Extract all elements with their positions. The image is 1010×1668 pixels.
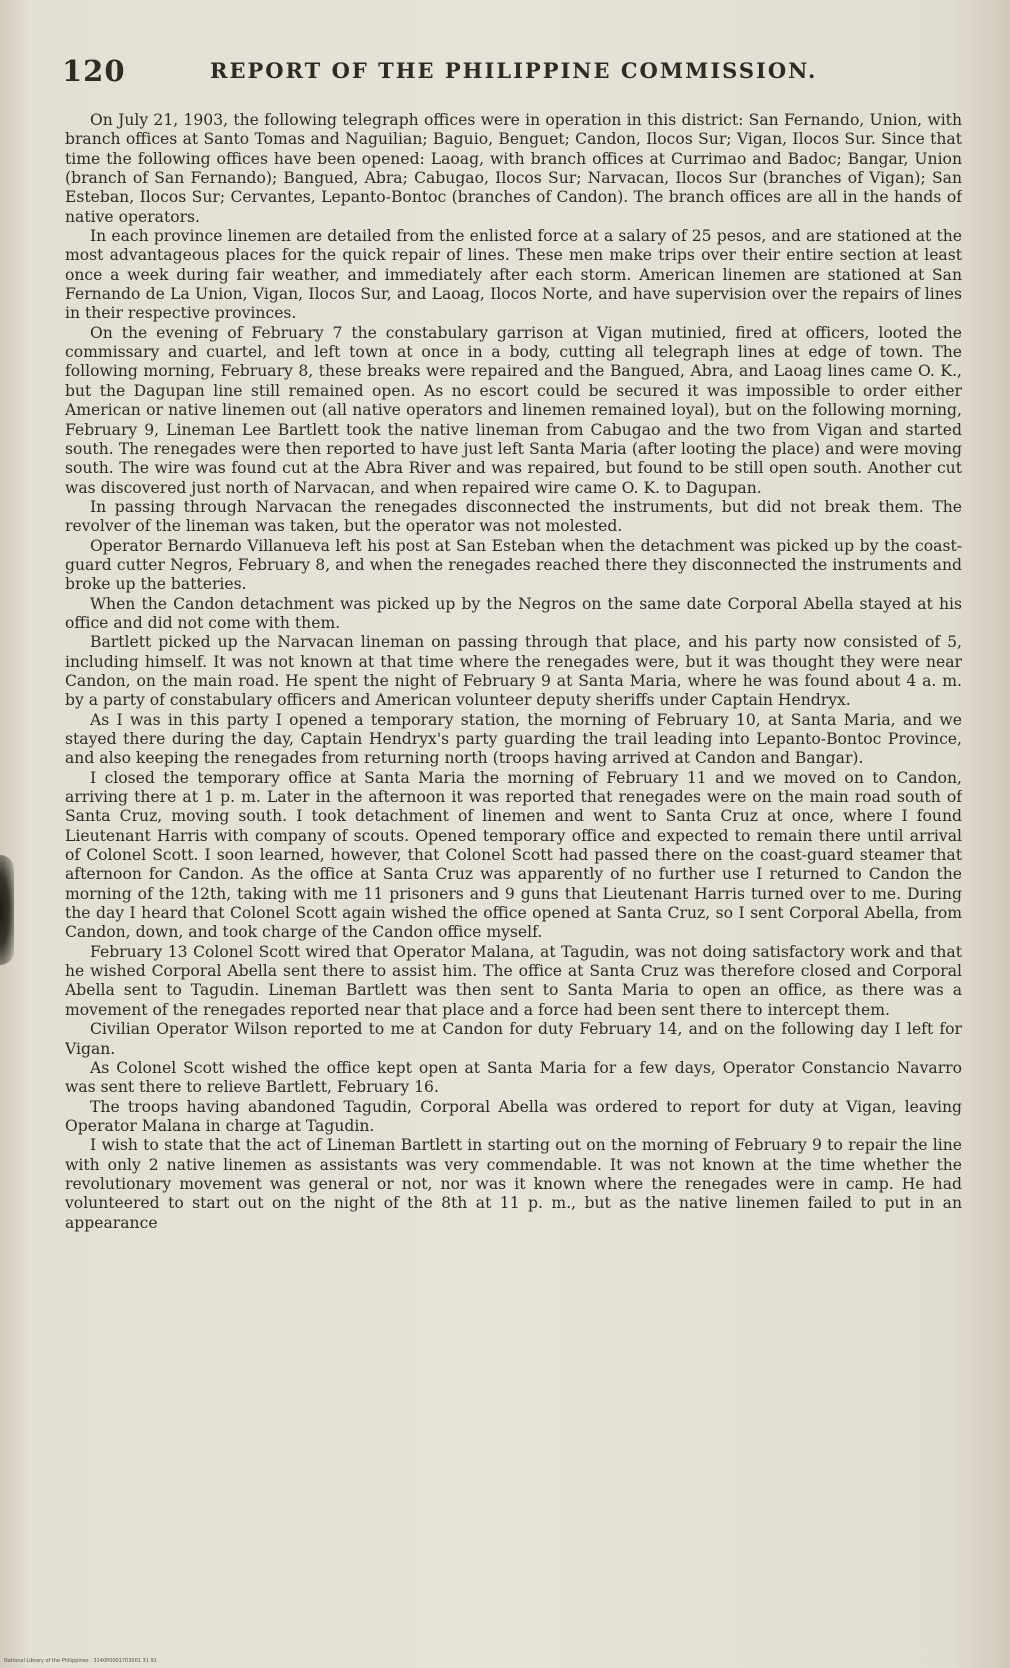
running-head: REPORT OF THE PHILIPPINE COMMISSION. (210, 58, 818, 83)
binding-shadow (0, 855, 14, 965)
paragraph: I wish to state that the act of Lineman Bartlett in starting out on the morning of February 9 to repair the line with only 2 native linemen as assistants was very commendable. It was not known at the time whether the revolutionary movement was general or not, nor was it known where the renegades were in camp. He had volunteered to start out on the night of the 8th at 11 p. m., but as the native linemen failed to put in an appearance (65, 1136, 962, 1232)
body-text (65, 111, 962, 1631)
paragraph: Operator Bernardo Villanueva left his post at San Esteban when the detachment was picked up by the coast-guard cutter Negros, February 8, and when the renegades reached there they disconnected the instruments and broke up the batteries. (65, 536, 962, 594)
paragraph: The troops having abandoned Tagudin, Corporal Abella was ordered to report for duty at Vigan, leaving Operator Malana in charge at Tagudin. (65, 1097, 962, 1135)
paragraph: As I was in this party I opened a temporary station, the morning of February 10, at Santa Maria, and we stayed there during the day, Captain Hendryx's party guarding the trail leading into Lepanto-Bontoc Province, and also keeping the renegades from returning north (troops having arrived at Candon and Bangar). (65, 710, 962, 768)
paragraph: February 13 Colonel Scott wired that Operator Malana, at Tagudin, was not doing satisfactory work and that he wished Corporal Abella sent there to assist him. The office at Santa Cruz was therefore closed and Corporal Abella sent to Tagudin. Lineman Bartlett was then sent to Santa Maria to open an office, as there was a movement of the renegades reported near that place and a force had been sent there to intercept them. (65, 942, 962, 1019)
paragraph: When the Candon detachment was picked up by the Negros on the same date Corporal Abella stayed at his office and did not come with them. (65, 594, 962, 632)
scan-footer-note: National Library of the Philippines · 3140P0001703001 31 91 (4, 1658, 157, 1664)
paragraph: In passing through Narvacan the renegades disconnected the instruments, but did not break them. The revolver of the lineman was taken, but the operator was not molested. (65, 497, 962, 536)
paragraph: Bartlett picked up the Narvacan lineman on passing through that place, and his party now consisted of 5, including himself. It was not known at that time where the renegades were, but it was thought they were near Candon, on the main road. He spent the night of February 9 at Santa Maria, where he was found about 4 a. m. by a party of constabulary officers and American volunteer deputy sheriffs under Captain Hendryx. (65, 633, 962, 710)
page-number: 120 (62, 54, 126, 88)
paragraph: On the evening of February 7 the constabulary garrison at Vigan mutinied, fired at officers, looted the commissary and cuartel, and left town at once in a body, cutting all telegraph lines at edge of town. The following morning, February 8, these breaks were repaired and the Bangued, Abra, and Laoag lines came O. K., but the Dagupan line still remained open. As no escort could be secured it was impossible to order either American or native linemen out (all native operators and linemen remained loyal), but on the following morning, February 9, Lineman Lee Bartlett took the native lineman from Cabugao and the two from Vigan and started south. The renegades were then reported to have just left Santa Maria (after looting the place) and were moving south. The wire was found cut at the Abra River and was repaired, but found to be still open south. Another cut was discovered just north of Narvacan, and when repaired wire came O. K. to Dagupan. (65, 323, 962, 497)
paragraph: As Colonel Scott wished the office kept open at Santa Maria for a few days, Operator Constancio Navarro was sent there to relieve Bartlett, February 16. (65, 1058, 962, 1097)
paragraph: I closed the temporary office at Santa Maria the morning of February 11 and we moved on to Candon, arriving there at 1 p. m. Later in the afternoon it was reported that renegades were on the main road south of Santa Cruz, moving south. I took detachment of linemen and went to Santa Cruz at once, where I found Lieutenant Harris with company of scouts. Opened temporary office and expected to remain there until arrival of Colonel Scott. I soon learned, however, that Colonel Scott had passed there on the coast-guard steamer that afternoon for Candon. As the office at Santa Cruz was apparently of no further use I returned to Candon the morning of the 12th, taking with me 11 prisoners and 9 guns that Lieutenant Harris turned over to me. During the day I heard that Colonel Scott again wished the office opened at Santa Cruz, so I sent Corporal Abella, from Candon, down, and took charge of the Candon office myself. (65, 768, 962, 942)
paragraph: On July 21, 1903, the following telegraph offices were in operation in this district: San Fernando, Union, with branch offices at Santo Tomas and Naguilian; Baguio, Benguet; Candon, Ilocos Sur; Vigan, Ilocos Sur. Since that time the following offices have been opened: Laoag, with branch offices at Currimao and Badoc; Bangar, Union (branch of San Fernando); Bangued, Abra; Cabugao, Ilocos Sur; Narvacan, Ilocos Sur (branches of Vigan); San Esteban, Ilocos Sur; Cervantes, Lepanto-Bontoc (branches of Candon). The branch offices are all in the hands of native operators. (65, 111, 962, 226)
paragraph: In each province linemen are detailed from the enlisted force at a salary of 25 pesos, and are stationed at the most advantageous places for the quick repair of lines. These men make trips over their entire section at least once a week during fair weather, and immediately after each storm. American linemen are stationed at San Fernando de La Union, Vigan, Ilocos Sur, and Laoag, Ilocos Norte, and have supervision over the repairs of lines in their respective provinces. (65, 227, 962, 323)
page-header (62, 54, 942, 94)
paragraph: Civilian Operator Wilson reported to me at Candon for duty February 14, and on the following day I left for Vigan. (65, 1020, 962, 1058)
